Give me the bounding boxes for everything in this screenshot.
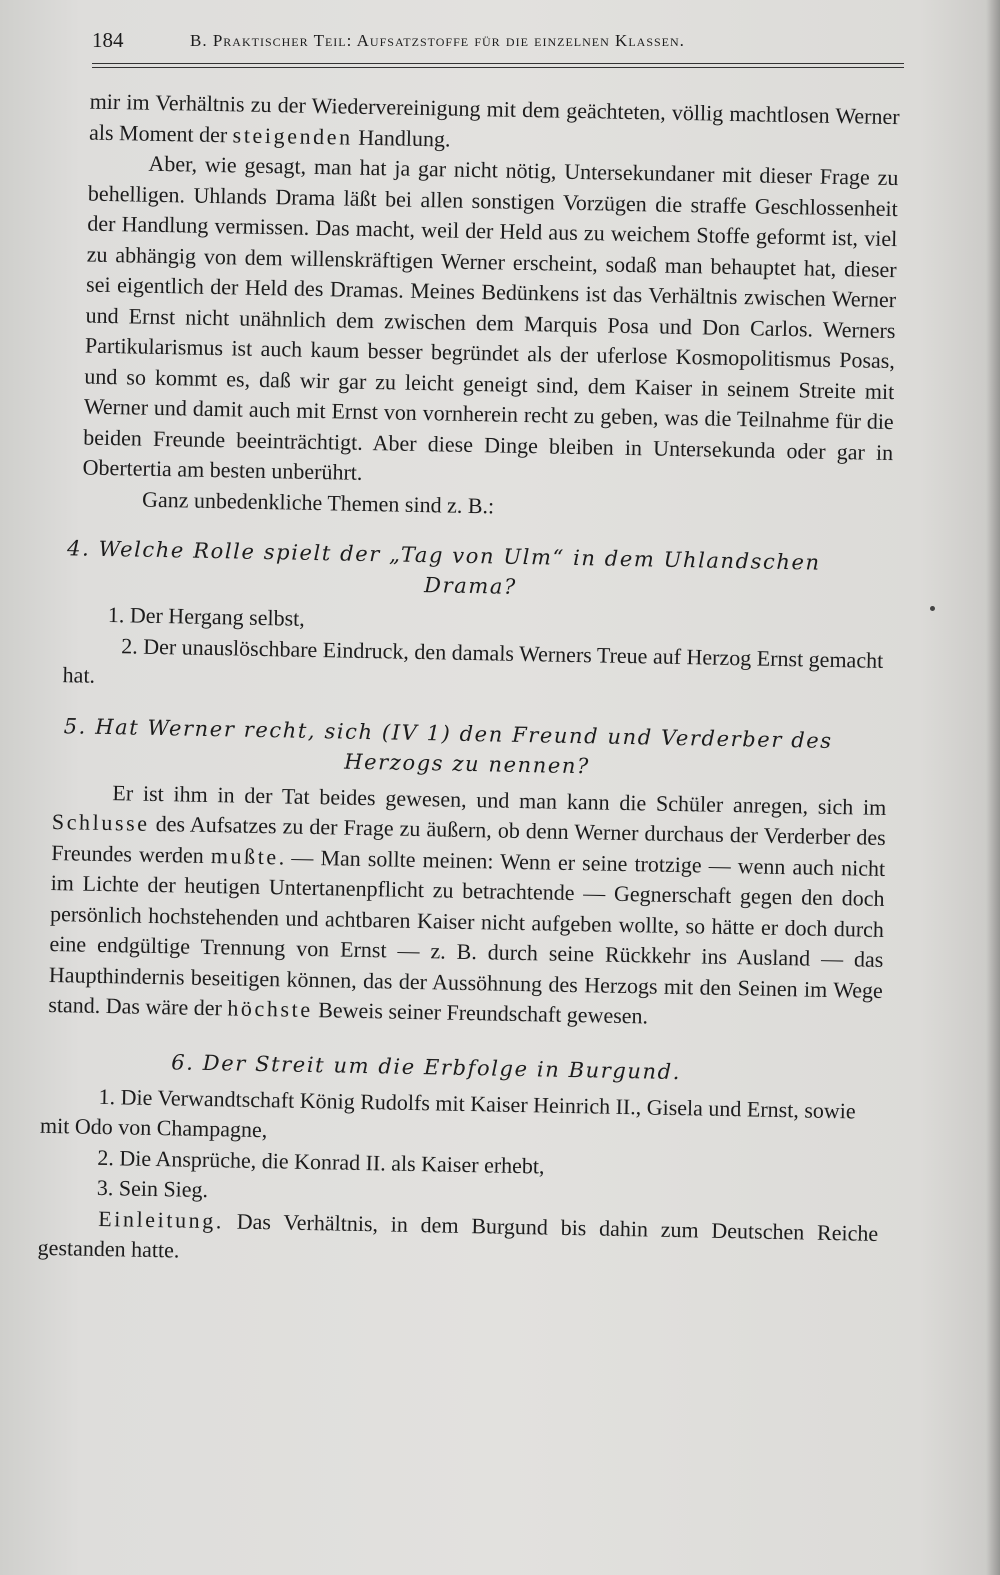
page-edge-shadow (986, 0, 1000, 1575)
header-rule-bottom (92, 67, 904, 68)
running-title: B. Praktischer Teil: Aufsatzstoffe für die einzelnen Klassen. (190, 31, 685, 50)
page-number: 184 (92, 28, 124, 52)
spaced-word: Schlusse (51, 808, 150, 836)
theme-6-introduction: Einleitung. Das Verhältnis, in dem Burgund bis dahin zum Deutschen Reiche gestanden hatte. (37, 1205, 879, 1263)
paragraph-drama-critique: Aber, wie gesagt, man hat ja gar nicht nötig, Untersekundaner mit dieser Frage zu behelligen. Uhlands Drama läßt bei allen sonstigen Vorzügen die straffe Geschlossenheit der Handlung vermissen. Das macht, weil der Held aus zu weichem Stoffe geformt ist, viel zu abhängig von dem willenskräftigen Werner erscheint, sodaß man behauptet hat, dieser sei eigentlich der Held des Dramas. Meines Bedünkens ist das Verhältnis zwischen Werner und Ernst nicht unähnlich dem zwischen dem Marquis Posa und Don Carlos. Werners Partikularismus ist auch kaum besser begründet als der uferlose Kosmopolitismus Posas, und so kommt es, daß wir gar zu leicht geneigt sind, dem Kaiser in seinem Streite mit Werner und damit auch mit Ernst von vornherein recht zu geben, was die Teilnahme für die beiden Freunde beeinträchtigt. Aber diese Dinge bleiben in Untersekunda oder gar in Obertertia am besten unberührt. (82, 150, 899, 485)
paragraph-themes-intro: Ganz unbedenkliche Themen sind z. B.: (141, 486, 495, 518)
paragraph-continuation: mir im Verhältnis zu der Wiedervereinigung mit dem geächteten, völlig machtlosen Werner als Moment der steigenden Handlung. (88, 88, 900, 152)
theme-6-title: 6. Der Streit um die Erbfolge in Burgund. (171, 1049, 682, 1084)
page-header (92, 28, 812, 68)
theme-6-item-1: 1. Die Verwandtschaft König Rudolfs mit Kaiser Heinrich II., Gisela und Ernst, sowie mit Odo von Champagne, (39, 1083, 856, 1143)
page-body (37, 86, 899, 1279)
theme-4-item-1: 1. Der Hergang selbst, (107, 602, 306, 631)
spaced-word: steigenden (232, 121, 354, 150)
header-rule-top (92, 63, 904, 64)
theme-4-item-2: 2. Der unauslöschbare Eindruck, den damals Werners Treue auf Herzog Ernst gemacht hat. (62, 632, 884, 688)
spaced-word: Einleitung. (98, 1205, 225, 1233)
theme-5-discussion: Er ist ihm in der Tat beides gewesen, und man kann die Schüler anregen, sich im Schlusse des Aufsatzes zu der Frage zu äußern, ob denn Werner durchaus der Verderber des Freundes werden mußte. — Man sollte meinen: Wenn er seine trotzige — wenn auch nicht im Lichte der heutigen Untertanenpflicht zu betrachtende — Gegnerschaft gegen den doch persönlich hochstehenden und achtbaren Kaiser nicht aufgeben wollte, so hätte er doch durch eine endgültige Trennung von Ernst — z. B. durch seine Rückkehr ins Ausland — das Haupthindernis beseitigen können, das der Aussöhnung des Herzogs mit den Seinen im Wege stand. Das wäre der höchste Beweis seiner Freundschaft gewesen. (48, 779, 887, 1029)
theme-5-title: 5. Hat Werner recht, sich (IV 1) den Freund und Verderber des Herzogs zu nennen? (63, 713, 833, 778)
theme-4-title: 4. Welche Rolle spielt der „Tag von Ulm“ in dem Uhlandschen Drama? (66, 536, 821, 599)
theme-6-item-3: 3. Sein Sieg. (96, 1174, 209, 1203)
spaced-word: mußte (210, 842, 280, 869)
spaced-word: höchste (227, 995, 313, 1023)
theme-6-item-2: 2. Die Ansprüche, die Konrad II. als Kaiser erhebt, (97, 1144, 545, 1178)
margin-mark (930, 606, 935, 611)
